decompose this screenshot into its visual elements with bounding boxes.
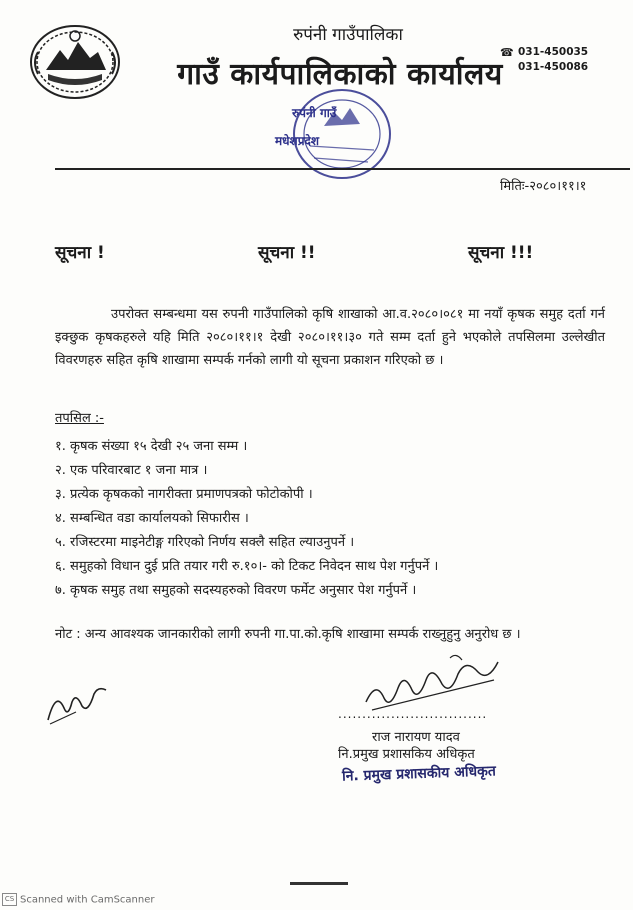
list-item: ४. सम्बन्धित वडा कार्यालयको सिफारीस । (55, 511, 249, 526)
initials-signature-icon (42, 680, 112, 728)
details-heading: तपसिल :- (55, 411, 104, 426)
office-title: गाउँ कार्यपालिकाको कार्यालय (177, 57, 503, 92)
phone-numbers (500, 45, 589, 75)
signatory-name: राज नारायण यादव (372, 730, 460, 745)
municipality-name: रुपंनी गाउँपालिका (293, 25, 403, 45)
list-item: १. कृषक संख्या १५ देखी २५ जना सम्म । (55, 439, 248, 454)
scanner-text: Scanned with CamScanner (20, 894, 155, 906)
designation-stamp: नि. प्रमुख प्रशासकीय अधिकृत (341, 763, 497, 785)
list-item: ६. समुहको विधान दुई प्रति तयार गरी रु.१०।- को टिकट निवेदन साथ पेश गर्नुपर्ने । (55, 559, 439, 574)
document-date: मितिः-२०८०।११।१ (500, 179, 587, 194)
signature-line: ............................... (338, 707, 488, 721)
list-item: २. एक परिवारबाट १ जना मात्र । (55, 463, 208, 478)
signatory-title: नि.प्रमुख प्रशासकिय अधिकृत (338, 747, 475, 762)
notice-heading-left: सूचना ! (55, 243, 105, 263)
scanner-watermark (2, 893, 155, 906)
list-item: ५. रजिस्टरमा माइनेटीङ्ग गरिएको निर्णय सक्लै सहित ल्याउनुपर्ने । (55, 535, 355, 550)
header-divider (55, 168, 630, 170)
nepal-emblem-icon (28, 22, 122, 100)
note-text: नोट : अन्य आवश्यक जानकारीको लागी रुपनी गा.पा.को.कृषि शाखामा सम्पर्क राख्नुहुनु अनुरोध छ । (55, 627, 521, 642)
list-item: ७. कृषक समुह तथा समुहको सदस्यहरुको विवरण फर्मेट अनुसार पेश गर्नुपर्ने । (55, 583, 417, 598)
seal-text: मधेशप्रदेश (275, 134, 320, 148)
notice-heading-right: सूचना !!! (468, 243, 534, 263)
list-item: ३. प्रत्येक कृषकको नागरीक्ता प्रमाणपत्रको फोटोकोपी । (55, 487, 313, 502)
requirements-list (55, 436, 438, 604)
telephone-icon: ☎ (500, 46, 514, 59)
camscanner-icon: CS (2, 893, 17, 906)
scan-mark (290, 882, 348, 885)
notice-paragraph: उपरोक्त सम्बन्धमा यस रुपनी गाउँपालिको कृषि शाखाको आ.व.२०८०।०८१ मा नयाँ कृषक समुह दर्ता गर्न इक्छुक कृषकहरुले यहि मिति २०८०।११।१ देखी २०८०।११।३० गते सम्म दर्ता हुने भएकोले तपसिलमा उल्लेखीत विवरणहरु सहित कृषि शाखामा सम्पर्क गर्नको लागी यो सूचना प्रकाशन गरिएको छ । (55, 307, 605, 368)
phone-number: 031-450086 (518, 61, 589, 73)
seal-text: रुपंनी गाउँ (292, 106, 337, 120)
phone-number: 031-450035 (518, 46, 589, 58)
notice-heading-center: सूचना !! (258, 243, 316, 263)
